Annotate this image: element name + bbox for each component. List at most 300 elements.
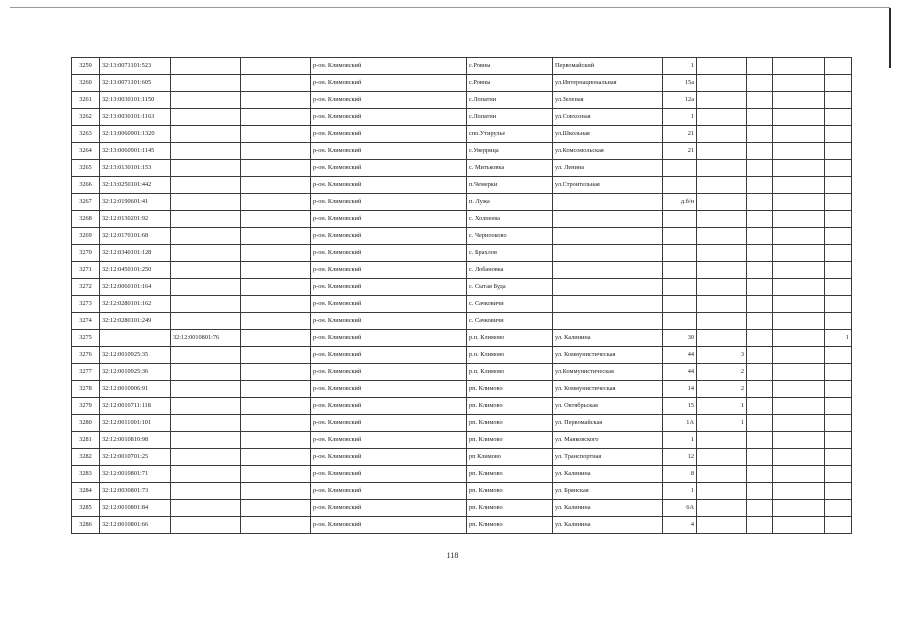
row-number-cell: 3261	[72, 92, 100, 109]
street-cell	[553, 262, 663, 279]
street-cell	[553, 228, 663, 245]
extra-d-cell	[825, 262, 852, 279]
empty-cell	[241, 466, 311, 483]
street-cell	[553, 194, 663, 211]
street-cell: ул.Комсомольская	[553, 143, 663, 160]
street-cell: ул. Калинина	[553, 330, 663, 347]
house-number-cell	[663, 211, 697, 228]
empty-cell	[241, 432, 311, 449]
extra-a-cell: 2	[697, 364, 747, 381]
house-number-cell	[663, 245, 697, 262]
house-number-cell	[663, 177, 697, 194]
street-cell: Первомайский	[553, 58, 663, 75]
locality-cell: рп. Климово	[467, 466, 553, 483]
row-number-cell: 3262	[72, 109, 100, 126]
table-row	[72, 432, 852, 449]
table-row	[72, 347, 852, 364]
street-cell: ул. Калинина	[553, 466, 663, 483]
locality-cell: п.Чемерки	[467, 177, 553, 194]
table-row	[72, 126, 852, 143]
cadastral-number-cell: 32:12:0130201:92	[100, 211, 171, 228]
row-number-cell: 3259	[72, 58, 100, 75]
extra-c-cell	[773, 449, 825, 466]
cadastral-number-alt-cell	[171, 500, 241, 517]
empty-cell	[241, 211, 311, 228]
locality-cell: с. Сачковичи	[467, 313, 553, 330]
extra-c-cell	[773, 517, 825, 534]
extra-a-cell	[697, 483, 747, 500]
cadastral-number-cell: 32:12:0010906:91	[100, 381, 171, 398]
empty-cell	[241, 483, 311, 500]
cadastral-number-cell: 32:12:0280101:162	[100, 296, 171, 313]
extra-d-cell	[825, 364, 852, 381]
cadastral-number-alt-cell	[171, 313, 241, 330]
empty-cell	[241, 92, 311, 109]
extra-c-cell	[773, 398, 825, 415]
cadastral-number-alt-cell	[171, 126, 241, 143]
extra-b-cell	[747, 483, 773, 500]
extra-a-cell	[697, 160, 747, 177]
locality-cell: рп. Климово	[467, 483, 553, 500]
cadastral-number-cell: 32:13:0071101:605	[100, 75, 171, 92]
extra-c-cell	[773, 245, 825, 262]
extra-c-cell	[773, 330, 825, 347]
right-margin-line	[889, 8, 891, 68]
street-cell: ул. Маяковского	[553, 432, 663, 449]
locality-cell: р.п. Климово	[467, 330, 553, 347]
row-number-cell: 3260	[72, 75, 100, 92]
locality-cell: с. Сытая Буда	[467, 279, 553, 296]
row-number-cell: 3279	[72, 398, 100, 415]
extra-a-cell	[697, 194, 747, 211]
house-number-cell: 44	[663, 347, 697, 364]
empty-cell	[241, 364, 311, 381]
row-number-cell: 3275	[72, 330, 100, 347]
extra-b-cell	[747, 347, 773, 364]
street-cell: ул. Коммунистическая	[553, 347, 663, 364]
table-row	[72, 245, 852, 262]
district-cell: р-он. Климовский	[311, 194, 467, 211]
row-number-cell: 3270	[72, 245, 100, 262]
locality-cell: с.Уверрица	[467, 143, 553, 160]
table-row	[72, 92, 852, 109]
extra-c-cell	[773, 126, 825, 143]
table-row	[72, 364, 852, 381]
extra-a-cell	[697, 262, 747, 279]
extra-a-cell	[697, 330, 747, 347]
empty-cell	[241, 381, 311, 398]
extra-a-cell	[697, 228, 747, 245]
locality-cell: с.Ровны	[467, 75, 553, 92]
street-cell: ул. Брянская	[553, 483, 663, 500]
empty-cell	[241, 245, 311, 262]
row-number-cell: 3273	[72, 296, 100, 313]
extra-a-cell	[697, 126, 747, 143]
cadastral-number-cell: 32:13:0030101:1163	[100, 109, 171, 126]
extra-d-cell	[825, 211, 852, 228]
cadastral-number-alt-cell	[171, 381, 241, 398]
cadastral-number-alt-cell	[171, 449, 241, 466]
district-cell: р-он. Климовский	[311, 432, 467, 449]
extra-b-cell	[747, 381, 773, 398]
empty-cell	[241, 330, 311, 347]
cadastral-number-alt-cell	[171, 279, 241, 296]
cadastral-number-alt-cell	[171, 262, 241, 279]
district-cell: р-он. Климовский	[311, 517, 467, 534]
row-number-cell: 3268	[72, 211, 100, 228]
extra-a-cell	[697, 245, 747, 262]
table-row	[72, 228, 852, 245]
cadastral-number-alt-cell	[171, 228, 241, 245]
extra-b-cell	[747, 500, 773, 517]
extra-a-cell	[697, 75, 747, 92]
extra-c-cell	[773, 194, 825, 211]
cadastral-number-alt-cell	[171, 177, 241, 194]
cadastral-number-cell: 32:12:0170101:68	[100, 228, 171, 245]
extra-b-cell	[747, 143, 773, 160]
extra-d-cell	[825, 279, 852, 296]
row-number-cell: 3284	[72, 483, 100, 500]
cadastral-number-alt-cell	[171, 211, 241, 228]
extra-a-cell: 1	[697, 415, 747, 432]
cadastral-number-cell: 32:13:0071101:523	[100, 58, 171, 75]
cadastral-number-cell: 32:12:0010701:25	[100, 449, 171, 466]
street-cell: ул.Строительная	[553, 177, 663, 194]
cadastral-number-cell: 32:13:0060901:1145	[100, 143, 171, 160]
empty-cell	[241, 58, 311, 75]
locality-cell: с. Сачковичи	[467, 296, 553, 313]
locality-cell: с.Лопатни	[467, 109, 553, 126]
house-number-cell: 4	[663, 517, 697, 534]
cadastral-number-cell: 32:12:0010711:118	[100, 398, 171, 415]
extra-d-cell	[825, 517, 852, 534]
extra-d-cell	[825, 109, 852, 126]
extra-d-cell	[825, 126, 852, 143]
extra-d-cell	[825, 143, 852, 160]
house-number-cell: 1	[663, 483, 697, 500]
extra-c-cell	[773, 279, 825, 296]
cadastral-number-alt-cell	[171, 364, 241, 381]
empty-cell	[241, 194, 311, 211]
extra-b-cell	[747, 262, 773, 279]
district-cell: р-он. Климовский	[311, 75, 467, 92]
table-row	[72, 194, 852, 211]
extra-a-cell	[697, 143, 747, 160]
page-number: 118	[446, 551, 459, 560]
table-row	[72, 211, 852, 228]
extra-b-cell	[747, 228, 773, 245]
extra-c-cell	[773, 347, 825, 364]
extra-c-cell	[773, 466, 825, 483]
extra-c-cell	[773, 432, 825, 449]
locality-cell: рп Климово	[467, 449, 553, 466]
district-cell: р-он. Климовский	[311, 245, 467, 262]
house-number-cell: 15	[663, 398, 697, 415]
cadastral-number-alt-cell	[171, 92, 241, 109]
extra-c-cell	[773, 364, 825, 381]
row-number-cell: 3282	[72, 449, 100, 466]
extra-b-cell	[747, 245, 773, 262]
cadastral-number-cell: 32:12:0340101:128	[100, 245, 171, 262]
top-border-line	[10, 7, 890, 8]
empty-cell	[241, 109, 311, 126]
empty-cell	[241, 75, 311, 92]
cadastral-number-alt-cell	[171, 245, 241, 262]
cadastral-number-alt-cell	[171, 160, 241, 177]
extra-d-cell	[825, 75, 852, 92]
empty-cell	[241, 500, 311, 517]
district-cell: р-он. Климовский	[311, 262, 467, 279]
empty-cell	[241, 160, 311, 177]
table-row	[72, 143, 852, 160]
district-cell: р-он. Климовский	[311, 483, 467, 500]
row-number-cell: 3281	[72, 432, 100, 449]
cadastral-number-cell: 32:12:0190601:41	[100, 194, 171, 211]
district-cell: р-он. Климовский	[311, 364, 467, 381]
table-row	[72, 466, 852, 483]
extra-d-cell	[825, 398, 852, 415]
extra-d-cell	[825, 177, 852, 194]
street-cell: ул. Транспортная	[553, 449, 663, 466]
street-cell: ул.Зеленая	[553, 92, 663, 109]
table-row	[72, 483, 852, 500]
extra-d-cell	[825, 347, 852, 364]
cadastral-number-alt-cell	[171, 347, 241, 364]
house-number-cell: д.б/н	[663, 194, 697, 211]
extra-b-cell	[747, 92, 773, 109]
district-cell: р-он. Климовский	[311, 381, 467, 398]
district-cell: р-он. Климовский	[311, 126, 467, 143]
table-row	[72, 177, 852, 194]
house-number-cell: 44	[663, 364, 697, 381]
extra-d-cell	[825, 500, 852, 517]
house-number-cell: 12а	[663, 92, 697, 109]
cadastral-number-alt-cell	[171, 109, 241, 126]
street-cell: ул.Школьная	[553, 126, 663, 143]
registry-table	[71, 57, 852, 534]
table-row	[72, 109, 852, 126]
extra-b-cell	[747, 75, 773, 92]
row-number-cell: 3264	[72, 143, 100, 160]
street-cell: ул. Первомайская	[553, 415, 663, 432]
extra-a-cell	[697, 296, 747, 313]
table-row	[72, 58, 852, 75]
row-number-cell: 3267	[72, 194, 100, 211]
extra-b-cell	[747, 449, 773, 466]
extra-c-cell	[773, 262, 825, 279]
extra-c-cell	[773, 500, 825, 517]
extra-a-cell	[697, 177, 747, 194]
house-number-cell: 1	[663, 432, 697, 449]
row-number-cell: 3280	[72, 415, 100, 432]
house-number-cell	[663, 160, 697, 177]
cadastral-number-cell: 32:12:0060101:164	[100, 279, 171, 296]
extra-a-cell	[697, 517, 747, 534]
house-number-cell: 8	[663, 466, 697, 483]
locality-cell: с.Ровны	[467, 58, 553, 75]
extra-b-cell	[747, 109, 773, 126]
cadastral-number-alt-cell: 32:12:0010801:76	[171, 330, 241, 347]
house-number-cell	[663, 228, 697, 245]
street-cell	[553, 313, 663, 330]
extra-d-cell	[825, 160, 852, 177]
district-cell: р-он. Климовский	[311, 415, 467, 432]
locality-cell: р.п. Климово	[467, 347, 553, 364]
cadastral-number-cell: 32:13:0130101:153	[100, 160, 171, 177]
extra-c-cell	[773, 75, 825, 92]
district-cell: р-он. Климовский	[311, 347, 467, 364]
row-number-cell: 3285	[72, 500, 100, 517]
cadastral-number-alt-cell	[171, 58, 241, 75]
cadastral-number-cell	[100, 330, 171, 347]
locality-cell: рп. Климово	[467, 517, 553, 534]
cadastral-number-alt-cell	[171, 143, 241, 160]
extra-d-cell	[825, 313, 852, 330]
cadastral-number-cell: 32:12:0280101:249	[100, 313, 171, 330]
district-cell: р-он. Климовский	[311, 109, 467, 126]
empty-cell	[241, 228, 311, 245]
district-cell: р-он. Климовский	[311, 143, 467, 160]
cadastral-number-cell: 32:12:0010801:71	[100, 466, 171, 483]
extra-c-cell	[773, 381, 825, 398]
cadastral-number-cell: 32:12:0010925:36	[100, 364, 171, 381]
extra-b-cell	[747, 398, 773, 415]
cadastral-number-alt-cell	[171, 415, 241, 432]
street-cell	[553, 279, 663, 296]
locality-cell: р.п. Климово	[467, 364, 553, 381]
row-number-cell: 3263	[72, 126, 100, 143]
table-row	[72, 500, 852, 517]
cadastral-number-cell: 32:12:0030801:73	[100, 483, 171, 500]
extra-d-cell	[825, 245, 852, 262]
extra-d-cell	[825, 92, 852, 109]
house-number-cell: 1	[663, 109, 697, 126]
empty-cell	[241, 262, 311, 279]
district-cell: р-он. Климовский	[311, 92, 467, 109]
empty-cell	[241, 296, 311, 313]
street-cell: ул.Коммунистическая	[553, 364, 663, 381]
extra-a-cell: 1	[697, 398, 747, 415]
extra-b-cell	[747, 313, 773, 330]
extra-c-cell	[773, 211, 825, 228]
extra-c-cell	[773, 160, 825, 177]
extra-c-cell	[773, 483, 825, 500]
extra-a-cell	[697, 92, 747, 109]
extra-d-cell	[825, 466, 852, 483]
extra-b-cell	[747, 126, 773, 143]
empty-cell	[241, 517, 311, 534]
extra-d-cell	[825, 415, 852, 432]
district-cell: р-он. Климовский	[311, 313, 467, 330]
extra-d-cell	[825, 483, 852, 500]
extra-a-cell: 2	[697, 381, 747, 398]
extra-c-cell	[773, 58, 825, 75]
extra-b-cell	[747, 58, 773, 75]
extra-b-cell	[747, 364, 773, 381]
extra-c-cell	[773, 92, 825, 109]
extra-c-cell	[773, 296, 825, 313]
district-cell: р-он. Климовский	[311, 58, 467, 75]
house-number-cell: 12	[663, 449, 697, 466]
house-number-cell	[663, 262, 697, 279]
cadastral-number-alt-cell	[171, 432, 241, 449]
extra-c-cell	[773, 228, 825, 245]
street-cell	[553, 245, 663, 262]
extra-d-cell	[825, 381, 852, 398]
extra-d-cell: 1	[825, 330, 852, 347]
house-number-cell: 21	[663, 143, 697, 160]
locality-cell: с. Чернооково	[467, 228, 553, 245]
table-row	[72, 296, 852, 313]
extra-a-cell	[697, 432, 747, 449]
table-row	[72, 415, 852, 432]
empty-cell	[241, 279, 311, 296]
house-number-cell: 6А	[663, 500, 697, 517]
house-number-cell	[663, 279, 697, 296]
district-cell: р-он. Климовский	[311, 296, 467, 313]
district-cell: р-он. Климовский	[311, 177, 467, 194]
locality-cell: спо.Утирулье	[467, 126, 553, 143]
table-row	[72, 75, 852, 92]
street-cell: ул.Интернациональная	[553, 75, 663, 92]
cadastral-number-cell: 32:12:0010925:35	[100, 347, 171, 364]
locality-cell: с. Митьковка	[467, 160, 553, 177]
street-cell: ул. Калинина	[553, 500, 663, 517]
row-number-cell: 3278	[72, 381, 100, 398]
table-row	[72, 313, 852, 330]
locality-cell: рп. Климово	[467, 500, 553, 517]
house-number-cell: 21	[663, 126, 697, 143]
table-row	[72, 160, 852, 177]
row-number-cell: 3269	[72, 228, 100, 245]
extra-a-cell	[697, 500, 747, 517]
extra-b-cell	[747, 466, 773, 483]
row-number-cell: 3265	[72, 160, 100, 177]
empty-cell	[241, 143, 311, 160]
table-row	[72, 262, 852, 279]
cadastral-number-cell: 32:13:0250101:442	[100, 177, 171, 194]
row-number-cell: 3286	[72, 517, 100, 534]
district-cell: р-он. Климовский	[311, 211, 467, 228]
locality-cell: рп. Климово	[467, 432, 553, 449]
cadastral-number-alt-cell	[171, 517, 241, 534]
table-row	[72, 398, 852, 415]
empty-cell	[241, 398, 311, 415]
row-number-cell: 3283	[72, 466, 100, 483]
cadastral-number-alt-cell	[171, 194, 241, 211]
empty-cell	[241, 126, 311, 143]
district-cell: р-он. Климовский	[311, 398, 467, 415]
table-row	[72, 279, 852, 296]
row-number-cell: 3277	[72, 364, 100, 381]
extra-c-cell	[773, 143, 825, 160]
extra-a-cell	[697, 58, 747, 75]
table-row	[72, 381, 852, 398]
row-number-cell: 3276	[72, 347, 100, 364]
locality-cell: с. Брахлов	[467, 245, 553, 262]
street-cell	[553, 296, 663, 313]
cadastral-number-alt-cell	[171, 398, 241, 415]
extra-b-cell	[747, 194, 773, 211]
house-number-cell	[663, 313, 697, 330]
row-number-cell: 3272	[72, 279, 100, 296]
extra-a-cell	[697, 449, 747, 466]
table-row	[72, 449, 852, 466]
empty-cell	[241, 449, 311, 466]
locality-cell: с.Лопатни	[467, 92, 553, 109]
district-cell: р-он. Климовский	[311, 466, 467, 483]
extra-b-cell	[747, 415, 773, 432]
